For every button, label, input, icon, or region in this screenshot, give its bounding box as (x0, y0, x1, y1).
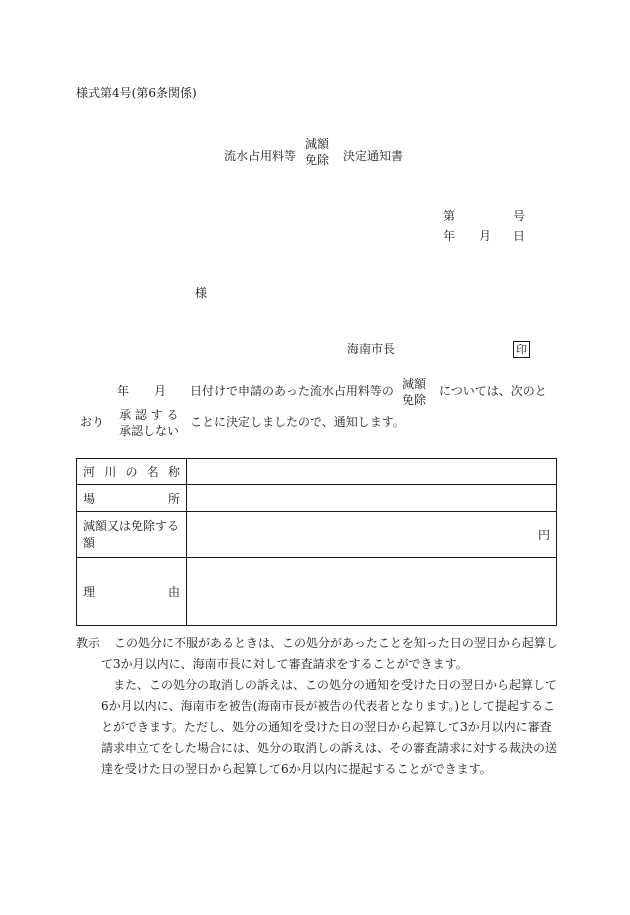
title-options (305, 136, 329, 168)
title-prefix: 流水占用料等 (224, 149, 297, 163)
body-option-reduce: 減額 (402, 377, 427, 391)
reason-char: 由 (167, 585, 180, 599)
body-text-1: 日付けで申請のあった流水占用料等の (190, 384, 394, 398)
body-options-reduce-exempt (402, 376, 426, 408)
body-year: 年 (117, 384, 130, 398)
body-text-2: については、次のと (439, 384, 547, 398)
river-name-value (187, 459, 557, 485)
row-amount (77, 512, 557, 558)
place-label (77, 485, 187, 512)
amount-value (187, 512, 557, 558)
body-text-3: おり (80, 415, 105, 429)
row-river-name (77, 459, 557, 485)
instruction-notes (76, 633, 560, 780)
addressee-suffix: 様 (195, 286, 208, 300)
notes-para-1-text: この処分に不服があるときは、この処分があったことを知った日の翌日から起算して3か月以内に、海南市長に対して審査請求をすることができます。 (101, 636, 558, 671)
notes-paragraph-1 (76, 633, 560, 675)
place-char: 場 (83, 491, 96, 506)
river-name-char: 川 (104, 465, 117, 479)
body-options-approve (119, 407, 179, 439)
row-place (77, 485, 557, 512)
doc-number-go: 号 (513, 209, 526, 223)
body-month: 月 (154, 384, 167, 398)
place-value (187, 485, 557, 512)
notes-label: 教示 (76, 636, 101, 650)
notes-paragraph-2: また、この処分の取消しの訴えは、この処分の通知を受けた日の翌日から起算して6か月以内に、海南市を被告(海南市長が被告の代表者となります。)として提起することができます。ただし、処分の通知を受けた日の翌日から起算して3か月以内に審査請求申立てをした場合には、処分の取消しの訴えは、その審査請求に対する裁決の送達を受けた日の翌日から起算して6か月以内に提起することができます。 (101, 678, 558, 776)
reason-char: 理 (83, 585, 96, 599)
seal-mark: 印 (513, 341, 530, 358)
form-number: 様式第4号(第6条関係) (76, 86, 197, 100)
reason-value (187, 558, 557, 626)
body-option-disapprove: 承認しない (119, 424, 180, 438)
river-name-char: 名 (146, 465, 159, 479)
title-suffix: 決定通知書 (343, 149, 404, 163)
doc-number-dai: 第 (443, 209, 456, 223)
amount-unit: 円 (537, 528, 550, 542)
date-month: 月 (479, 229, 492, 243)
body-option-exempt: 免除 (402, 393, 427, 407)
reason-label (77, 558, 187, 626)
river-name-char: 河 (83, 465, 96, 479)
row-reason (77, 558, 557, 626)
issuer-name: 海南市長 (347, 342, 396, 356)
date-year: 年 (443, 229, 456, 243)
date-day: 日 (513, 229, 526, 243)
title-option-reduce: 減額 (305, 137, 330, 151)
place-char: 所 (167, 491, 180, 506)
river-name-char: の (125, 465, 138, 479)
body-option-approve: 承 認 す る (119, 408, 179, 422)
body-text-4: ことに決定しましたので、通知します。 (190, 415, 405, 429)
river-name-label (77, 459, 187, 485)
river-name-char: 称 (167, 465, 180, 479)
amount-label: 減額又は免除する額 (77, 512, 187, 558)
details-table (76, 458, 557, 626)
title-option-exempt: 免除 (305, 153, 330, 167)
